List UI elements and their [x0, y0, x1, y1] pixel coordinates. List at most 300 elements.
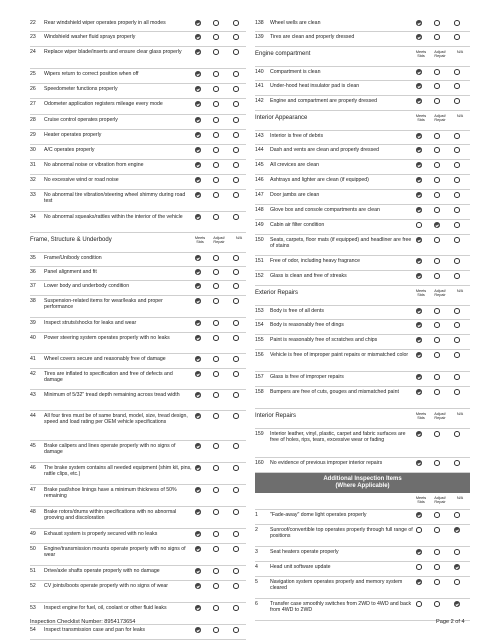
meets-standards-radio[interactable]	[195, 147, 201, 153]
na-radio[interactable]	[454, 207, 460, 213]
meets-standards-radio[interactable]	[416, 374, 422, 380]
item-number: 149	[255, 222, 264, 228]
adjust-repair-radio[interactable]	[213, 49, 219, 55]
adjust-repair-radio[interactable]	[213, 413, 219, 419]
checklist-row	[255, 350, 470, 372]
adjust-repair-radio[interactable]	[434, 162, 440, 168]
na-radio[interactable]	[233, 583, 239, 589]
meets-standards-radio[interactable]	[416, 337, 422, 343]
meets-standards-radio[interactable]	[416, 273, 422, 279]
na-radio[interactable]	[454, 564, 460, 570]
na-radio[interactable]	[454, 34, 460, 40]
item-number: 142	[255, 98, 264, 104]
na-radio[interactable]	[233, 34, 239, 40]
item-number: 25	[30, 71, 36, 77]
adjust-repair-radio[interactable]	[434, 549, 440, 555]
item-label: Transfer case smoothly switches from 2WD to 4WD and back from 4WD to 2WD	[270, 601, 412, 614]
na-radio[interactable]	[454, 389, 460, 395]
item-number: 151	[255, 258, 264, 264]
checklist-row	[30, 190, 246, 212]
rating-options	[415, 352, 465, 360]
meets-standards-radio[interactable]	[195, 356, 201, 362]
item-label: Cruise control operates properly	[44, 117, 118, 123]
na-radio[interactable]	[454, 308, 460, 314]
meets-standards-radio[interactable]	[416, 308, 422, 314]
na-radio[interactable]	[454, 549, 460, 555]
na-radio[interactable]	[233, 162, 239, 168]
item-number: 31	[30, 162, 36, 168]
additional-items-banner	[255, 473, 470, 493]
na-header: N/A	[235, 236, 243, 240]
adjust-repair-radio[interactable]	[434, 374, 440, 380]
na-radio[interactable]	[454, 147, 460, 153]
meets-standards-radio[interactable]	[416, 322, 422, 328]
meets-standards-radio[interactable]	[195, 162, 201, 168]
item-number: 3	[255, 549, 258, 555]
adjust-repair-radio[interactable]	[434, 322, 440, 328]
na-radio[interactable]	[454, 460, 460, 466]
adjust-repair-radio[interactable]	[434, 273, 440, 279]
adjust-repair-radio[interactable]	[434, 207, 440, 213]
na-radio[interactable]	[454, 579, 460, 585]
adjust-repair-radio[interactable]	[213, 269, 219, 275]
meets-standards-radio[interactable]	[416, 549, 422, 555]
meets-standards-radio[interactable]	[416, 147, 422, 153]
na-radio[interactable]	[454, 337, 460, 343]
checklist-row	[255, 335, 470, 350]
meets-standards-radio[interactable]	[195, 487, 201, 493]
adjust-repair-radio[interactable]	[213, 283, 219, 289]
item-label: Inspect struts/shocks for leaks and wear	[44, 320, 137, 326]
rating-options	[415, 147, 465, 155]
checklist-row	[30, 69, 246, 84]
item-label: Interior is free of debris	[270, 133, 324, 139]
na-radio[interactable]	[233, 283, 239, 289]
item-label: Minimum of 5/32" tread depth remaining across tread width	[44, 392, 180, 398]
adjust-repair-radio[interactable]	[434, 527, 440, 533]
adjust-repair-radio[interactable]	[213, 71, 219, 77]
na-radio[interactable]	[454, 133, 460, 139]
rating-options	[415, 549, 465, 557]
right-column	[255, 18, 470, 621]
na-radio[interactable]	[233, 214, 239, 220]
adjust-repair-radio[interactable]	[213, 546, 219, 552]
adjust-repair-radio[interactable]	[213, 335, 219, 341]
meets-standards-radio[interactable]	[195, 583, 201, 589]
adjust-repair-radio[interactable]	[213, 177, 219, 183]
na-radio[interactable]	[454, 322, 460, 328]
meets-standards-radio[interactable]	[416, 389, 422, 395]
item-number: 28	[30, 117, 36, 123]
adjust-repair-radio[interactable]	[213, 583, 219, 589]
meets-standards-radio[interactable]	[195, 20, 201, 26]
adjust-repair-radio[interactable]	[213, 509, 219, 515]
adjust-repair-radio[interactable]	[213, 162, 219, 168]
checklist-row	[255, 562, 470, 577]
item-number: 143	[255, 133, 264, 139]
item-number: 48	[30, 509, 36, 515]
item-label: Wheel covers secure and reasonably free of damage	[44, 356, 166, 362]
na-radio[interactable]	[454, 162, 460, 168]
item-label: Power steering system operates properly with no leaks	[44, 335, 170, 341]
na-radio[interactable]	[233, 255, 239, 261]
item-number: 152	[255, 273, 264, 279]
meets-standards-radio[interactable]	[195, 192, 201, 198]
na-radio[interactable]	[233, 371, 239, 377]
checklist-row	[30, 84, 246, 99]
checklist-row	[255, 256, 470, 271]
meets-standards-radio[interactable]	[416, 98, 422, 104]
adjust-repair-radio[interactable]	[213, 371, 219, 377]
item-label: Glass is free of improper repairs	[270, 374, 344, 380]
item-number: 52	[30, 583, 36, 589]
rating-options	[415, 207, 465, 215]
na-radio[interactable]	[233, 335, 239, 341]
na-radio[interactable]	[454, 98, 460, 104]
adjust-repair-radio[interactable]	[213, 568, 219, 574]
adjust-repair-radio[interactable]	[434, 579, 440, 585]
item-label: No evidence of previous improper interior repairs	[270, 460, 383, 466]
na-radio[interactable]	[454, 237, 460, 243]
meets-standards-radio[interactable]	[416, 564, 422, 570]
na-radio[interactable]	[233, 413, 239, 419]
na-radio[interactable]	[233, 392, 239, 398]
meets-standards-radio[interactable]	[195, 605, 201, 611]
item-label: No abnormal squeaks/rattles within the interior of the vehicle	[44, 214, 183, 220]
item-number: 147	[255, 192, 264, 198]
rating-options	[194, 546, 244, 554]
rating-options	[194, 605, 244, 613]
na-radio[interactable]	[233, 298, 239, 304]
adjust-repair-radio[interactable]	[434, 133, 440, 139]
adjust-repair-radio[interactable]	[213, 147, 219, 153]
meets-standards-radio[interactable]	[416, 527, 422, 533]
na-radio[interactable]	[233, 71, 239, 77]
checklist-row	[30, 411, 246, 441]
item-number: 29	[30, 132, 36, 138]
rating-options	[415, 273, 465, 281]
meets-standards-radio[interactable]	[416, 83, 422, 89]
meets-standards-header: Meets Stds	[415, 50, 427, 59]
item-label: Tires are clean and properly dressed	[270, 34, 355, 40]
adjust-repair-radio[interactable]	[434, 192, 440, 198]
rating-options	[415, 222, 465, 230]
adjust-repair-radio[interactable]	[434, 20, 440, 26]
meets-standards-radio[interactable]	[416, 601, 422, 607]
page-number: Page 2 of 4	[436, 619, 465, 625]
na-radio[interactable]	[454, 222, 460, 228]
adjust-repair-radio[interactable]	[434, 601, 440, 607]
item-number: 36	[30, 269, 36, 275]
checklist-row	[30, 463, 246, 485]
item-label: Rear windshield wiper operates properly in all modes	[44, 20, 166, 26]
na-radio[interactable]	[233, 177, 239, 183]
adjust-repair-radio[interactable]	[213, 627, 219, 633]
adjust-repair-radio[interactable]	[434, 237, 440, 243]
na-radio[interactable]	[233, 192, 239, 198]
meets-standards-header: Meets Stds	[415, 412, 427, 421]
na-radio[interactable]	[233, 465, 239, 471]
item-label: Navigation system operates properly and memory system cleared	[270, 579, 403, 592]
adjust-repair-radio[interactable]	[213, 86, 219, 92]
meets-standards-radio[interactable]	[416, 579, 422, 585]
checklist-row	[30, 390, 246, 411]
na-radio[interactable]	[233, 320, 239, 326]
item-number: 5	[255, 579, 258, 585]
na-radio[interactable]	[233, 269, 239, 275]
checklist-row	[255, 220, 470, 235]
meets-standards-radio[interactable]	[195, 255, 201, 261]
adjust-repair-radio[interactable]	[213, 443, 219, 449]
meets-standards-radio[interactable]	[416, 34, 422, 40]
meets-standards-radio[interactable]	[195, 214, 201, 220]
item-number: 159	[255, 431, 264, 437]
meets-standards-radio[interactable]	[416, 69, 422, 75]
checklist-row	[255, 175, 470, 190]
meets-standards-radio[interactable]	[416, 460, 422, 466]
item-label: Lower body and underbody condition	[44, 283, 130, 289]
rating-options	[194, 583, 244, 591]
na-radio[interactable]	[233, 49, 239, 55]
meets-standards-radio[interactable]	[416, 207, 422, 213]
meets-standards-radio[interactable]	[416, 133, 422, 139]
adjust-repair-radio[interactable]	[213, 34, 219, 40]
adjust-repair-radio[interactable]	[213, 465, 219, 471]
na-radio[interactable]	[233, 356, 239, 362]
meets-standards-radio[interactable]	[195, 86, 201, 92]
item-label: Ashtrays and lighter are clean (if equipped)	[270, 177, 369, 183]
adjust-repair-radio[interactable]	[213, 255, 219, 261]
meets-standards-radio[interactable]	[195, 177, 201, 183]
adjust-repair-radio[interactable]	[213, 605, 219, 611]
meets-standards-radio[interactable]	[195, 568, 201, 574]
item-number: 6	[255, 601, 258, 607]
adjust-repair-radio[interactable]	[434, 83, 440, 89]
na-radio[interactable]	[233, 132, 239, 138]
na-radio[interactable]	[454, 512, 460, 518]
meets-standards-radio[interactable]	[416, 352, 422, 358]
na-radio[interactable]	[454, 192, 460, 198]
adjust-repair-radio[interactable]	[434, 177, 440, 183]
item-label: Seat heaters operate properly	[270, 549, 339, 555]
na-radio[interactable]	[233, 487, 239, 493]
item-label: Vehicle is free of improper paint repairs or mismatched color	[270, 352, 409, 358]
meets-standards-radio[interactable]	[195, 413, 201, 419]
adjust-repair-radio[interactable]	[434, 147, 440, 153]
na-radio[interactable]	[233, 20, 239, 26]
item-number: 49	[30, 531, 36, 537]
meets-standards-radio[interactable]	[416, 162, 422, 168]
adjust-repair-radio[interactable]	[434, 352, 440, 358]
checklist-row	[255, 372, 470, 387]
checklist-row	[255, 525, 470, 547]
item-number: 33	[30, 192, 36, 198]
checklist-row	[30, 115, 246, 130]
rating-options	[194, 192, 244, 200]
meets-standards-radio[interactable]	[195, 371, 201, 377]
na-header: N/A	[456, 412, 464, 416]
checklist-row	[255, 306, 470, 320]
rating-options	[415, 460, 465, 468]
na-radio[interactable]	[454, 69, 460, 75]
na-radio[interactable]	[454, 374, 460, 380]
item-label: No abnormal tire vibration/steering wheel shimmy during road test	[44, 192, 186, 205]
item-label: Cabin air filter condition	[270, 222, 325, 228]
item-number: 145	[255, 162, 264, 168]
adjust-repair-header: Adjust/ Repair	[213, 236, 225, 245]
rating-options	[194, 356, 244, 364]
adjust-repair-radio[interactable]	[434, 337, 440, 343]
na-radio[interactable]	[454, 83, 460, 89]
item-number: 4	[255, 564, 258, 570]
meets-standards-radio[interactable]	[195, 531, 201, 537]
meets-standards-radio[interactable]	[416, 431, 422, 437]
na-radio[interactable]	[233, 568, 239, 574]
meets-standards-radio[interactable]	[416, 237, 422, 243]
checklist-row	[30, 318, 246, 333]
meets-standards-radio[interactable]	[195, 335, 201, 341]
item-label: Dash and vents are clean and properly dressed	[270, 147, 380, 153]
meets-standards-radio[interactable]	[195, 283, 201, 289]
adjust-repair-radio[interactable]	[434, 34, 440, 40]
adjust-repair-radio[interactable]	[213, 101, 219, 107]
adjust-repair-radio[interactable]	[434, 460, 440, 466]
section-title: Interior Repairs	[255, 413, 297, 419]
adjust-repair-radio[interactable]	[213, 117, 219, 123]
adjust-repair-radio[interactable]	[434, 389, 440, 395]
checklist-row	[30, 145, 246, 160]
na-radio[interactable]	[233, 101, 239, 107]
rating-options	[194, 568, 244, 576]
rating-options	[194, 132, 244, 140]
checklist-row	[30, 507, 246, 529]
meets-standards-radio[interactable]	[195, 49, 201, 55]
meets-standards-radio[interactable]	[195, 117, 201, 123]
meets-standards-radio[interactable]	[195, 392, 201, 398]
meets-standards-radio[interactable]	[195, 101, 201, 107]
adjust-repair-radio[interactable]	[213, 392, 219, 398]
adjust-repair-header: Adjust/ Repair	[434, 412, 446, 421]
na-radio[interactable]	[454, 177, 460, 183]
meets-standards-radio[interactable]	[195, 509, 201, 515]
adjust-repair-radio[interactable]	[213, 20, 219, 26]
item-number: 35	[30, 255, 36, 261]
adjust-repair-radio[interactable]	[213, 132, 219, 138]
na-radio[interactable]	[233, 546, 239, 552]
na-radio[interactable]	[233, 86, 239, 92]
meets-standards-radio[interactable]	[195, 546, 201, 552]
adjust-repair-radio[interactable]	[213, 192, 219, 198]
banner-title: Additional Inspection Items	[323, 476, 402, 482]
adjust-repair-radio[interactable]	[434, 222, 440, 228]
meets-standards-radio[interactable]	[195, 269, 201, 275]
rating-options	[194, 443, 244, 451]
na-radio[interactable]	[454, 601, 460, 607]
section-title: Exterior Repairs	[255, 290, 299, 296]
rating-options	[194, 34, 244, 42]
left-column	[30, 18, 246, 640]
na-radio[interactable]	[454, 431, 460, 437]
rating-options	[194, 335, 244, 343]
rating-options	[415, 83, 465, 91]
na-radio[interactable]	[454, 273, 460, 279]
item-number: 23	[30, 34, 36, 40]
adjust-repair-radio[interactable]	[213, 298, 219, 304]
meets-standards-radio[interactable]	[195, 465, 201, 471]
adjust-repair-radio[interactable]	[434, 69, 440, 75]
na-radio[interactable]	[233, 605, 239, 611]
adjust-repair-radio[interactable]	[213, 214, 219, 220]
checklist-row	[30, 212, 246, 233]
section-title: Interior Appearance	[255, 115, 308, 121]
meets-standards-radio[interactable]	[195, 443, 201, 449]
rating-options	[415, 162, 465, 170]
meets-standards-radio[interactable]	[416, 258, 422, 264]
checklist-row	[255, 190, 470, 205]
na-radio[interactable]	[233, 509, 239, 515]
na-radio[interactable]	[233, 531, 239, 537]
checklist-row	[255, 577, 470, 599]
checklist-row	[30, 566, 246, 581]
na-radio[interactable]	[454, 352, 460, 358]
adjust-repair-radio[interactable]	[213, 487, 219, 493]
adjust-repair-radio[interactable]	[434, 308, 440, 314]
na-radio[interactable]	[233, 443, 239, 449]
checklist-row	[30, 267, 246, 281]
na-radio[interactable]	[233, 627, 239, 633]
adjust-repair-radio[interactable]	[434, 512, 440, 518]
item-label: Speedometer functions properly	[44, 86, 118, 92]
rating-options	[415, 98, 465, 106]
adjust-repair-radio[interactable]	[213, 320, 219, 326]
item-label: Heater operates properly	[44, 132, 102, 138]
meets-standards-radio[interactable]	[195, 34, 201, 40]
na-radio[interactable]	[454, 20, 460, 26]
adjust-repair-radio[interactable]	[434, 98, 440, 104]
meets-standards-radio[interactable]	[195, 132, 201, 138]
na-radio[interactable]	[233, 117, 239, 123]
item-number: 45	[30, 443, 36, 449]
meets-standards-radio[interactable]	[416, 20, 422, 26]
item-label: Inspect engine for fuel, oil, coolant or other fluid leaks	[44, 605, 167, 611]
rating-options	[415, 579, 465, 587]
meets-standards-radio[interactable]	[416, 177, 422, 183]
meets-standards-radio[interactable]	[195, 298, 201, 304]
item-number: 156	[255, 352, 264, 358]
meets-standards-radio[interactable]	[195, 627, 201, 633]
meets-standards-radio[interactable]	[195, 320, 201, 326]
adjust-repair-radio[interactable]	[213, 356, 219, 362]
rating-options	[415, 34, 465, 42]
item-number: 24	[30, 49, 36, 55]
meets-standards-radio[interactable]	[416, 512, 422, 518]
meets-standards-radio[interactable]	[416, 192, 422, 198]
meets-standards-radio[interactable]	[416, 222, 422, 228]
na-radio[interactable]	[454, 258, 460, 264]
section-header	[255, 111, 470, 131]
checklist-row	[255, 131, 470, 145]
adjust-repair-radio[interactable]	[213, 531, 219, 537]
meets-standards-radio[interactable]	[195, 71, 201, 77]
adjust-repair-radio[interactable]	[434, 564, 440, 570]
item-label: Body is reasonably free of dings	[270, 322, 344, 328]
na-radio[interactable]	[454, 527, 460, 533]
na-radio[interactable]	[233, 147, 239, 153]
rating-options	[194, 392, 244, 400]
adjust-repair-radio[interactable]	[434, 258, 440, 264]
adjust-repair-header: Adjust/ Repair	[434, 114, 446, 123]
adjust-repair-radio[interactable]	[434, 431, 440, 437]
